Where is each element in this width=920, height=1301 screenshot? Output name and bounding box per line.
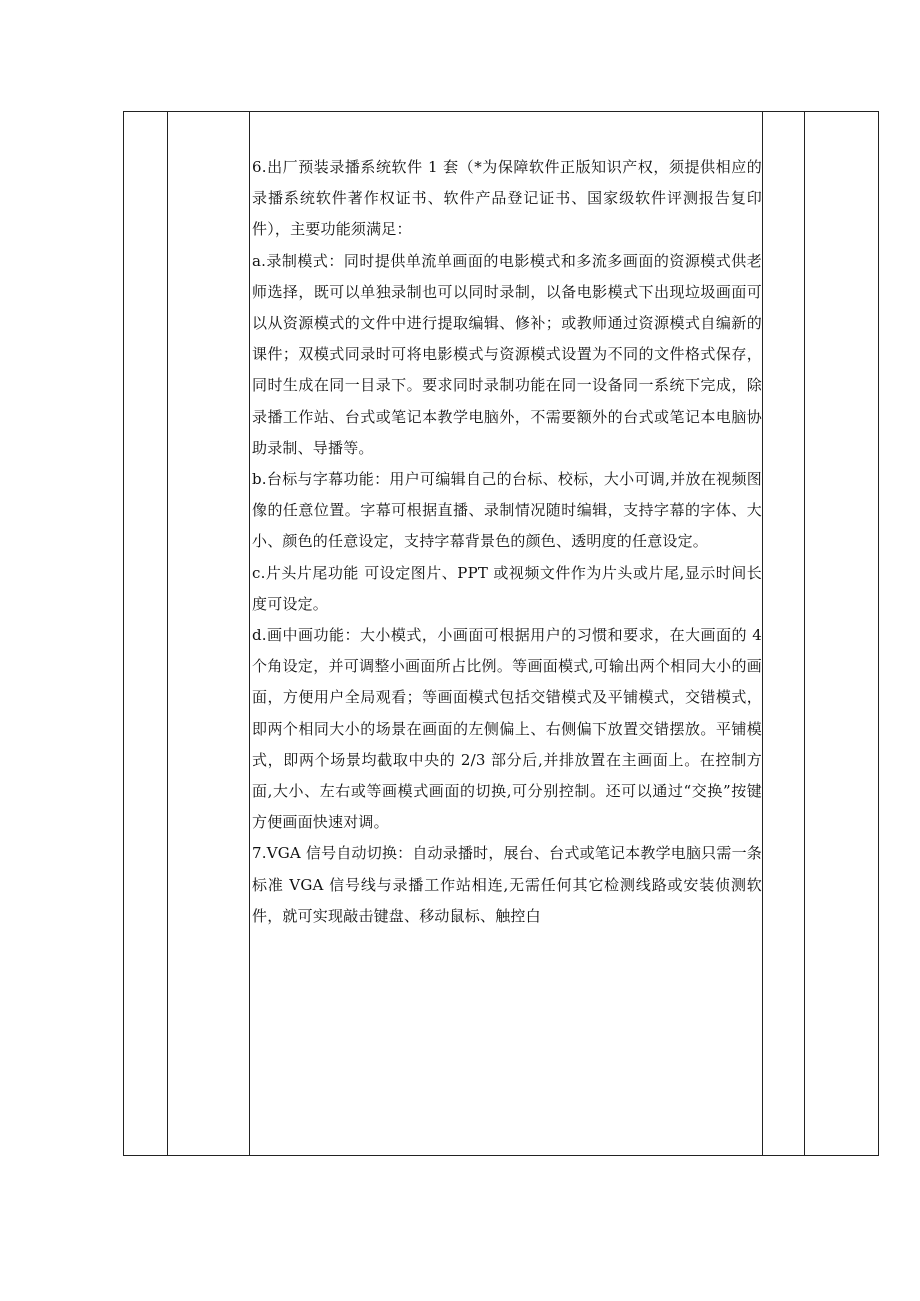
column-divider-3 — [762, 112, 763, 1155]
column-divider-4 — [804, 112, 805, 1155]
column-divider-2 — [249, 112, 250, 1155]
column-divider-1 — [167, 112, 168, 1155]
paragraph-vga-switch: 7.VGA 信号自动切换：自动录播时，展台、台式或笔记本教学电脑只需一条标准 VGA 信号线与录播工作站相连,无需任何其它检测线路或安装侦测软件，就可实现敲击键盘、移动鼠标、触控白 — [252, 844, 762, 925]
paragraph-picture-in-picture: d.画中画功能：大小模式，小画面可根据用户的习惯和要求，在大画面的 4 个角设定，并可调整小画面所占比例。等画面模式,可输出两个相同大小的画面，方便用户全局观看；等画面模式包括交错模式及平铺模式，交错模式，即两个相同大小的场景在画面的左侧偏上、右侧偏下放置交错摆放。平铺模式，即两个场景均截取中央的 2/3 部分后,并排放置在主画面上。在控制方面,大小、左右或等画模式画面的切换,可分别控制。还可以通过“交换”按键方便画面快速对调。 — [252, 626, 762, 832]
paragraph-software: 6.出厂预装录播系统软件 1 套（*为保障软件正版知识产权，须提供相应的录播系统软件著作权证书、软件产品登记证书、国家级软件评测报告复印件），主要功能须满足： — [252, 158, 762, 239]
paragraph-recording-mode: a.录制模式：同时提供单流单画面的电影模式和多流多画面的资源模式供老师选择，既可以单独录制也可以同时录制，以备电影模式下出现垃圾画面可以从资源模式的文件中进行提取编辑、修补；或教师通过资源模式自编新的课件；双模式同录时可将电影模式与资源模式设置为不同的文件格式保存，同时生成在同一目录下。要求同时录制功能在同一设备同一系统下完成，除录播工作站、台式或笔记本教学电脑外，不需要额外的台式或笔记本电脑协助录制、导播等。 — [252, 251, 762, 457]
spec-table — [123, 111, 879, 1156]
paragraph-logo-subtitle: b.台标与字幕功能：用户可编辑自己的台标、校标，大小可调,并放在视频图像的任意位置。字幕可根据直播、录制情况随时编辑，支持字幕的字体、大小、颜色的任意设定，支持字幕背景色的颜色、透明度的任意设定。 — [252, 470, 762, 551]
paragraph-intro-outro: c.片头片尾功能 可设定图片、PPT 或视频文件作为片头或片尾,显示时间长度可设定。 — [252, 563, 762, 613]
spec-content-cell — [252, 152, 762, 932]
